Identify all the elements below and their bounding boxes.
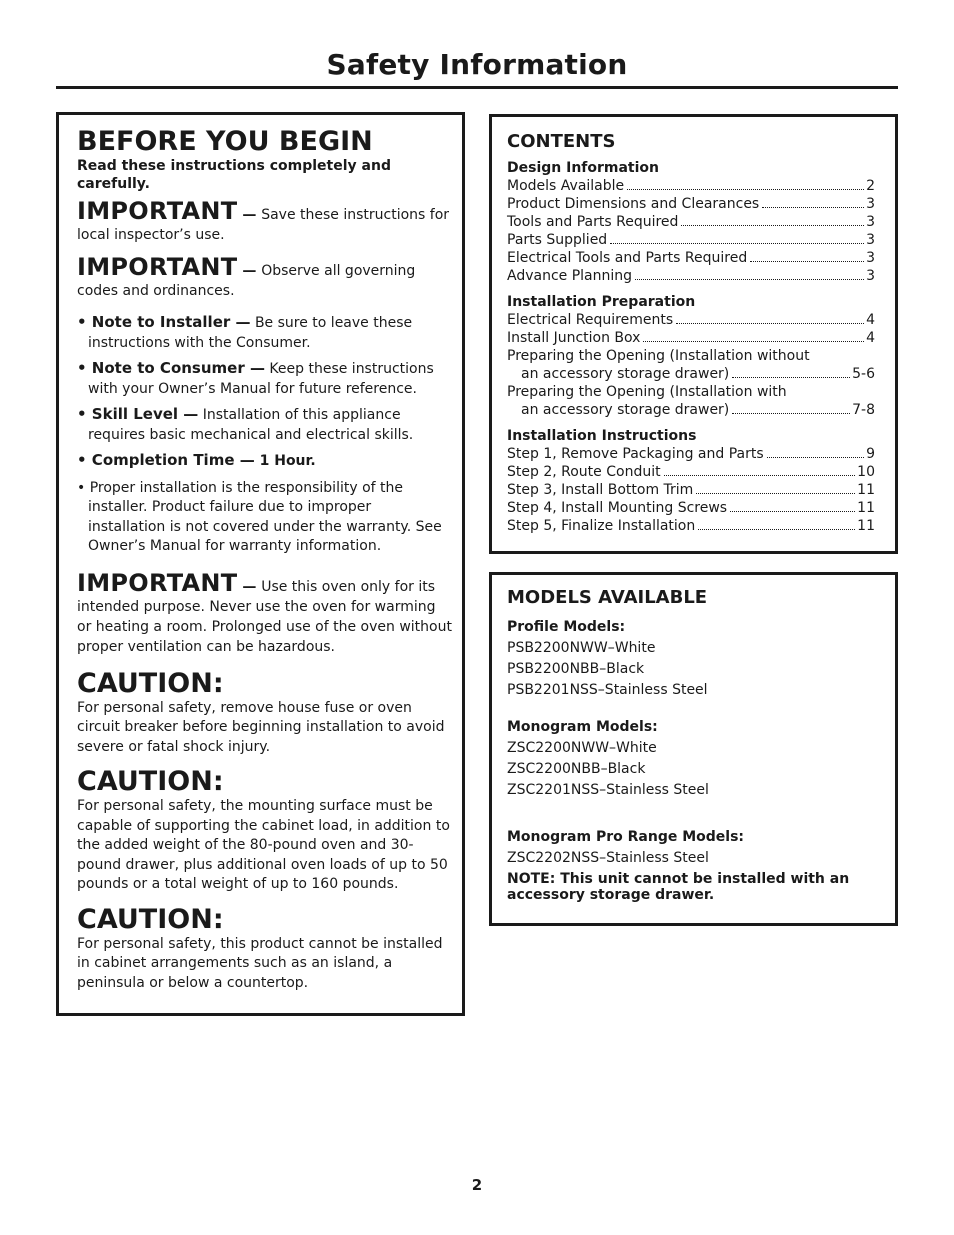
important-note-3 [77, 568, 452, 657]
toc-entry [507, 177, 875, 195]
toc-entry-text: an accessory storage drawer) [521, 402, 730, 418]
toc-entry [507, 267, 875, 285]
toc-entry [507, 329, 875, 347]
toc-leader [681, 225, 864, 226]
caution-text-3: For personal safety, this product cannot be installed in cabinet arrangements such as an island, a peninsula or below a countertop. [77, 935, 443, 991]
toc-entry-text: Install Junction Box [507, 330, 641, 346]
toc-entry-page: 11 [857, 482, 875, 498]
toc-entry [507, 401, 875, 419]
toc-entry [507, 195, 875, 213]
toc-entry [507, 231, 875, 249]
toc-entry-page: 11 [857, 500, 875, 516]
toc-leader [767, 457, 864, 458]
toc-entry-page: 3 [866, 214, 875, 230]
important-keyword: IMPORTANT [77, 253, 238, 281]
bullet-note-installer [77, 313, 452, 353]
toc-entry-line: Preparing the Opening (Installation with [507, 384, 787, 400]
models-title: MODELS AVAILABLE [507, 587, 708, 608]
toc-leader [643, 341, 864, 342]
toc-entry-text: Product Dimensions and Clearances [507, 196, 760, 212]
toc-entry-text: Advance Planning [507, 268, 633, 284]
toc-section-design: Design Information [507, 160, 660, 176]
bullet-note-consumer [77, 359, 452, 399]
toc-entry-page: 3 [866, 232, 875, 248]
toc-leader [610, 243, 864, 244]
toc-entry [507, 517, 875, 535]
toc-entry-page: 4 [866, 330, 875, 346]
toc-entry-text: Step 2, Route Conduit [507, 464, 661, 480]
before-you-begin-heading: BEFORE YOU BEGIN [77, 126, 373, 157]
bullet-lead: • Note to Consumer — [77, 359, 265, 377]
bullet-text: 1 Hour. [254, 453, 316, 469]
bullet-text: Keep these instructions with your Owner’s Manual for future reference. [88, 361, 434, 397]
toc-entry [507, 249, 875, 267]
model-item: ZSC2200NWW–White [507, 740, 657, 756]
title-rule [56, 86, 898, 89]
before-you-begin-subheading: Read these instructions completely and carefully. [77, 158, 391, 192]
model-item: PSB2201NSS–Stainless Steel [507, 682, 708, 698]
toc-leader [696, 493, 855, 494]
pro-range-models-heading: Monogram Pro Range Models: [507, 829, 745, 845]
important-keyword: IMPORTANT [77, 568, 238, 597]
toc-entry-page: 5-6 [852, 366, 875, 382]
toc-leader [750, 261, 864, 262]
em-dash: — [237, 263, 262, 279]
toc-entry-text: Parts Supplied [507, 232, 608, 248]
caution-heading-3: CAUTION: [77, 903, 224, 935]
toc-section-instructions: Installation Instructions [507, 428, 697, 444]
toc-leader [635, 279, 864, 280]
toc-leader [676, 323, 864, 324]
toc-leader [698, 529, 855, 530]
toc-leader [762, 207, 864, 208]
profile-models-heading: Profile Models: [507, 619, 626, 635]
before-you-begin-panel [56, 112, 465, 1016]
models-note: NOTE: This unit cannot be installed with an accessory storage drawer. [507, 871, 850, 903]
toc-leader [664, 475, 856, 476]
bullet-text: • Proper installation is the responsibility of the installer. Product failure due to improper installation is not covered under the warranty. See Owner’s Manual for warranty information. [77, 479, 442, 554]
model-item: ZSC2202NSS–Stainless Steel [507, 850, 709, 866]
toc-entry [507, 213, 875, 231]
bullet-completion-time [77, 451, 452, 472]
toc-entry-page: 9 [866, 446, 875, 462]
toc-entry-page: 10 [857, 464, 875, 480]
bullet-proper-installation [77, 478, 452, 557]
caution-text-2: For personal safety, the mounting surface must be capable of supporting the cabinet load, in addition to the added weight of the 80-pound oven and 30-pound drawer, plus additional oven loads of up to 50 pounds or a total weight of up to 160 pounds. [77, 798, 450, 892]
model-item: ZSC2200NBB–Black [507, 761, 646, 777]
toc-entry-text: an accessory storage drawer) [521, 366, 730, 382]
toc-entry-page: 3 [866, 250, 875, 266]
bullet-text: Installation of this appliance requires basic mechanical and electrical skills. [88, 407, 414, 443]
toc-entry-page: 3 [866, 268, 875, 284]
monogram-models-heading: Monogram Models: [507, 719, 658, 735]
toc-entry-text: Step 5, Finalize Installation [507, 518, 696, 534]
caution-heading-1: CAUTION: [77, 667, 224, 699]
toc-entry [507, 463, 875, 481]
model-item: PSB2200NBB–Black [507, 661, 645, 677]
contents-panel [489, 114, 898, 554]
toc-entry-page: 2 [866, 178, 875, 194]
toc-leader [732, 377, 850, 378]
toc-entry-line: Preparing the Opening (Installation without [507, 348, 810, 364]
bullet-text: Be sure to leave these instructions with the Consumer. [88, 315, 413, 351]
page-title: Safety Information [326, 48, 628, 81]
toc-entry [507, 499, 875, 517]
toc-entry-page: 11 [857, 518, 875, 534]
bullet-skill-level [77, 405, 452, 445]
important-note-1 [77, 197, 452, 245]
toc-entry [507, 365, 875, 383]
toc-entry-page: 3 [866, 196, 875, 212]
caution-heading-2: CAUTION: [77, 766, 224, 797]
toc-entry [507, 311, 875, 329]
important-keyword: IMPORTANT [77, 197, 238, 225]
important-text-2: Observe all governing codes and ordinances. [77, 263, 416, 299]
toc-entry-text: Electrical Tools and Parts Required [507, 250, 748, 266]
bullet-lead: • Note to Installer — [77, 313, 251, 331]
bullet-lead: • Skill Level — [77, 405, 199, 423]
toc-section-preparation: Installation Preparation [507, 294, 696, 310]
caution-text-1: For personal safety, remove house fuse or oven circuit breaker before beginning installation to avoid severe or fatal shock injury. [77, 699, 445, 755]
toc-entry-text: Electrical Requirements [507, 312, 674, 328]
toc-leader [732, 413, 850, 414]
toc-entry-text: Step 1, Remove Packaging and Parts [507, 446, 764, 462]
toc-leader [730, 511, 855, 512]
bullet-lead: • Completion Time — [77, 451, 255, 469]
important-text-1: Save these instructions for local inspector’s use. [77, 207, 450, 243]
toc-entry-text: Step 3, Install Bottom Trim [507, 482, 694, 498]
important-note-2 [77, 253, 452, 301]
toc-leader [627, 189, 864, 190]
model-item: PSB2200NWW–White [507, 640, 656, 656]
toc-entry-text: Step 4, Install Mounting Screws [507, 500, 728, 516]
toc-entry [507, 445, 875, 463]
model-item: ZSC2201NSS–Stainless Steel [507, 782, 709, 798]
toc-entry-page: 4 [866, 312, 875, 328]
contents-title: CONTENTS [507, 131, 616, 152]
toc-entry-text: Tools and Parts Required [507, 214, 679, 230]
toc-entry [507, 481, 875, 499]
important-text-3: Use this oven only for its intended purpose. Never use the oven for warming or heating a room. Prolonged use of the oven without proper ventilation can be hazardous. [77, 578, 452, 655]
em-dash: — [237, 578, 262, 595]
toc-entry-text: Models Available [507, 178, 625, 194]
em-dash: — [237, 207, 262, 223]
toc-entry-page: 7-8 [852, 402, 875, 418]
models-available-panel [489, 572, 898, 926]
page-number: 2 [471, 1176, 483, 1194]
